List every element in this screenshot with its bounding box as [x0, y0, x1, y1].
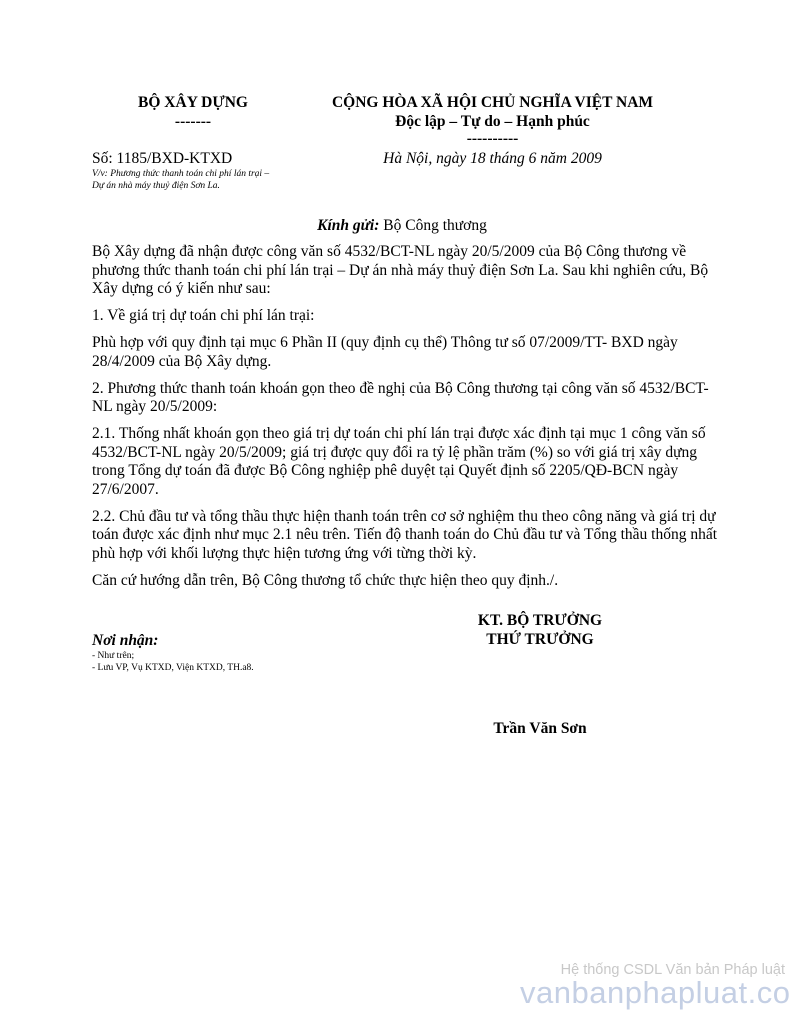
body-paragraph: 2.1. Thống nhất khoán gọn theo giá trị dự toán chi phí lán trại được xác định tại mục 1 công văn số 4532/BCT-NL ngày 20/5/2009; giá trị được quy đổi ra tỷ lệ phần trăm (%) so với giá trị xây dựng trong Tổng dự toán đã được Bộ Công nghiệp phê duyệt tại Quyết định số 2205/QĐ-BCN ngày 27/6/2007. [92, 425, 706, 498]
signer-title-line2: THỨ TRƯỞNG [486, 631, 594, 648]
motto-divider: ---------- [466, 130, 519, 147]
issuing-agency: BỘ XÂY DỰNG [138, 94, 248, 111]
body-paragraph: 1. Về giá trị dự toán chi phí lán trại: [92, 307, 315, 324]
recipients-item: - Như trên; [92, 651, 135, 661]
recipients-label: Nơi nhận: [92, 632, 159, 649]
body-paragraph: Phù hợp với quy định tại mục 6 Phần II (quy định cụ thể) Thông tư số 07/2009/TT- BXD ngày 28/4/2009 của Bộ Xây dựng. [92, 334, 678, 370]
recipient-label: Kính gửi: [317, 217, 380, 234]
body-paragraph: 2. Phương thức thanh toán khoán gọn theo đề nghị của Bộ Công thương tại công văn số 4532/BCT-NL ngày 20/5/2009: [92, 379, 709, 415]
body-paragraph: Bộ Xây dựng đã nhận được công văn số 4532/BCT-NL ngày 20/5/2009 của Bộ Công thương về phương thức thanh toán chi phí lán trại – Dự án nhà máy thuỷ điện Sơn La. Sau khi nghiên cứu, Bộ Xây dựng có ý kiến như sau: [92, 243, 709, 297]
subject-line: Dự án nhà máy thuỷ điện Sơn La. [92, 181, 220, 191]
recipient-name: Bộ Công thương [379, 217, 487, 234]
place-and-date: Hà Nội, ngày 18 tháng 6 năm 2009 [383, 150, 602, 167]
recipient-line [92, 217, 712, 235]
document-number: Số: 1185/BXD-KTXD [92, 150, 233, 167]
signer-title-line1: KT. BỘ TRƯỞNG [477, 612, 603, 629]
body-paragraph: Căn cứ hướng dẫn trên, Bộ Công thương tổ chức thực hiện theo quy định./. [92, 571, 559, 589]
document-subject [92, 168, 322, 192]
watermark-caption: Hệ thống CSDL Văn bản Pháp luật [560, 962, 785, 978]
signer-name: Trần Văn Sơn [493, 720, 587, 737]
watermark-site: vanbanphapluat.co [520, 975, 791, 1010]
document-body [92, 243, 720, 599]
body-paragraph: 2.2. Chủ đầu tư và tổng thầu thực hiện thanh toán trên cơ sở nghiệm thu theo công năng và giá trị dự toán được xác định như mục 2.1 nêu trên. Tiến độ thanh toán do Chủ đầu tư và Tổng thầu thống nhất phù hợp với khối lượng thực hiện tương ứng với từng thời kỳ. [92, 507, 718, 562]
national-title: CỘNG HÒA XÃ HỘI CHỦ NGHĨA VIỆT NAM [331, 94, 654, 111]
agency-divider: ------- [174, 113, 212, 130]
recipients-list [92, 650, 254, 674]
subject-line: V/v: Phương thức thanh toán chi phí lán trại – [92, 169, 270, 179]
national-motto: Độc lập – Tự do – Hạnh phúc [395, 113, 590, 130]
recipients-item: - Lưu VP, Vụ KTXD, Viện KTXD, TH.a8. [92, 663, 254, 673]
